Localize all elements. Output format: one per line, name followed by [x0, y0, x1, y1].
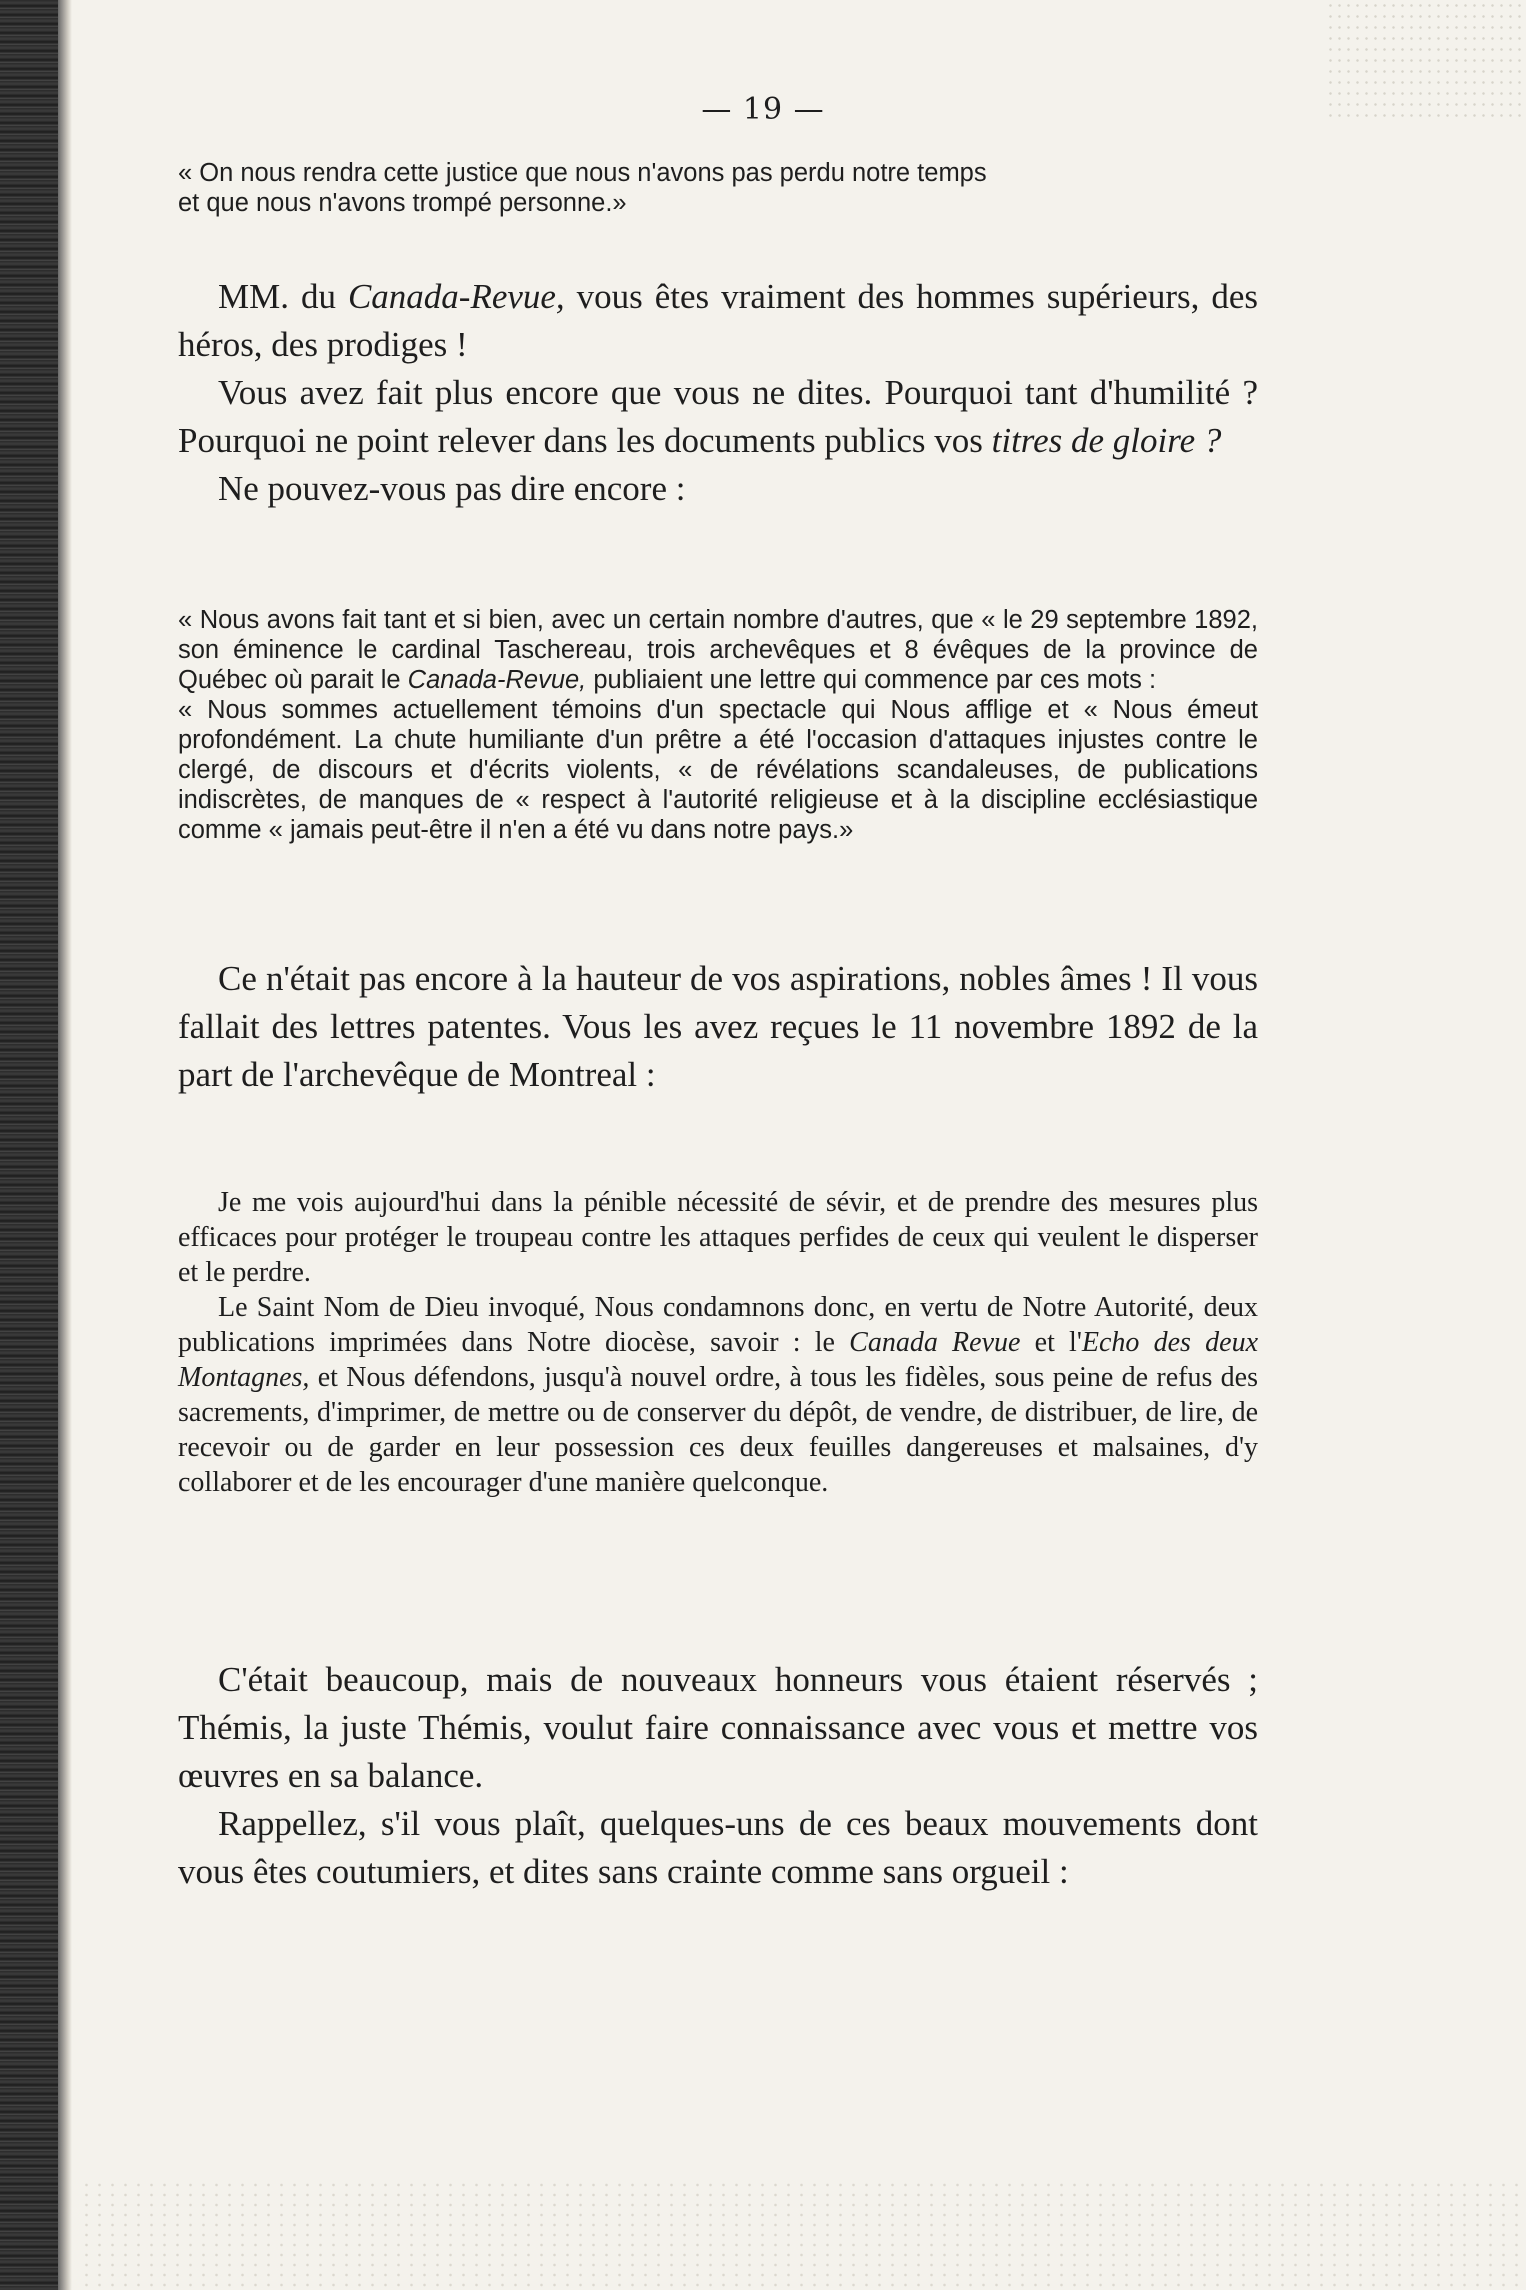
decree-paragraph-1: Je me vois aujourd'hui dans la pénible nécessité de sévir, et de prendre des mesures plus efficaces pour protéger le troupeau contre les attaques perfides de ceux qui veulent le disperser et le perdre.	[178, 1187, 1258, 1288]
binding-edge	[58, 0, 72, 2290]
canada-revue-title-2: Canada-Revue,	[407, 666, 587, 694]
decree-text-cont: et Nous défendons, jusqu'à nouvel ordre, à tous les fidèles, sous peine de refus des sacrements, d'imprimer, de mettre ou de conserver du dépôt, de vendre, de distribuer, de lire, de recevoir ou de garder en leur possession ces deux feuilles dangereuses et malsaines, d'y collaborer et de les encourager d'une manière quelconque.	[178, 1362, 1258, 1498]
paragraph-2	[178, 369, 1258, 465]
paragraph-6: Rappellez, s'il vous plaît, quelques-uns de ces beaux mouvements dont vous êtes coutumiers, et dites sans crainte comme sans orgueil :	[178, 1804, 1258, 1891]
bishops-letter-intro	[178, 605, 1258, 695]
archbishop-decree	[178, 1185, 1258, 1500]
opening-quote-line-2: et que nous n'avons trompé personne.»	[178, 189, 627, 217]
paragraph-group-2	[178, 1656, 1258, 1896]
decree-text: Le Saint Nom de Dieu invoqué, Nous condamnons donc, en vertu de Notre Autorité, deux publications imprimées dans Notre diocèse, savoir : le	[178, 1292, 1258, 1358]
bishops-letter-body: « Nous sommes actuellement témoins d'un spectacle qui Nous afflige et « Nous émeut profondément. La chute humiliante d'un prêtre a été l'occasion d'attaques injustes contre le clergé, de discours et d'écrits violents, « de révélations scandaleuses, de publications indiscrètes, de manques de « respect à l'autorité religieuse et à la discipline ecclésiastique comme « jamais peut-être il n'en a été vu dans notre pays.»	[178, 696, 1258, 844]
paragraph-2-text: Vous avez fait plus encore que vous ne dites. Pourquoi tant d'humilité ? Pourquoi ne point relever dans les documents publics vos	[178, 373, 1258, 460]
paragraph-4-text: Ce n'était pas encore à la hauteur de vos aspirations, nobles âmes ! Il vous fallait des lettres patentes. Vous les avez reçues le 11 novembre 1892 de la part de l'archevêque de Montreal :	[178, 959, 1258, 1094]
paragraph-3: Ne pouvez-vous pas dire encore :	[218, 469, 686, 508]
paragraph-1	[178, 273, 1258, 369]
bishops-letter-text: « Nous avons fait tant et si bien, avec un certain nombre d'autres, que « le 29 septembre 1892, son éminence le cardinal Taschereau, trois archevêques et 8 évêques de la province de Québec où parait le	[178, 606, 1258, 694]
canada-revue-title-3: Canada Revue	[849, 1327, 1021, 1358]
paragraph-5: C'était beaucoup, mais de nouveaux honneurs vous étaient réservés ; Thémis, la juste Thémis, voulut faire connaissance avec vous et mettre vos œuvres en sa balance.	[178, 1660, 1258, 1795]
paper-speckle-bottom	[80, 2180, 1526, 2290]
bishops-letter-text-cont: publiaient une lettre qui commence par ces mots :	[586, 666, 1157, 694]
paragraph-group-1	[178, 273, 1258, 513]
book-binding-shadow	[0, 0, 58, 2290]
titres-de-gloire: titres de gloire ?	[991, 421, 1222, 460]
paragraph-1-text: MM. du	[218, 277, 348, 316]
opening-quote-line-1: « On nous rendra cette justice que nous n'avons pas perdu notre temps	[178, 159, 987, 187]
paragraph-1-text-cont: vous êtes vraiment des hommes supérieurs, des héros, des prodiges !	[178, 277, 1258, 364]
decree-text-mid: et l'	[1020, 1327, 1082, 1358]
canada-revue-title: Canada-Revue,	[347, 277, 565, 316]
page-number: — 19 —	[701, 92, 825, 127]
bishops-letter-quote	[178, 605, 1258, 845]
decree-paragraph-2	[178, 1290, 1258, 1500]
echo-deux-montagnes-title: Echo des deux Montagnes,	[178, 1327, 1259, 1393]
paragraph-4	[178, 955, 1258, 1099]
opening-quote	[178, 158, 1258, 218]
